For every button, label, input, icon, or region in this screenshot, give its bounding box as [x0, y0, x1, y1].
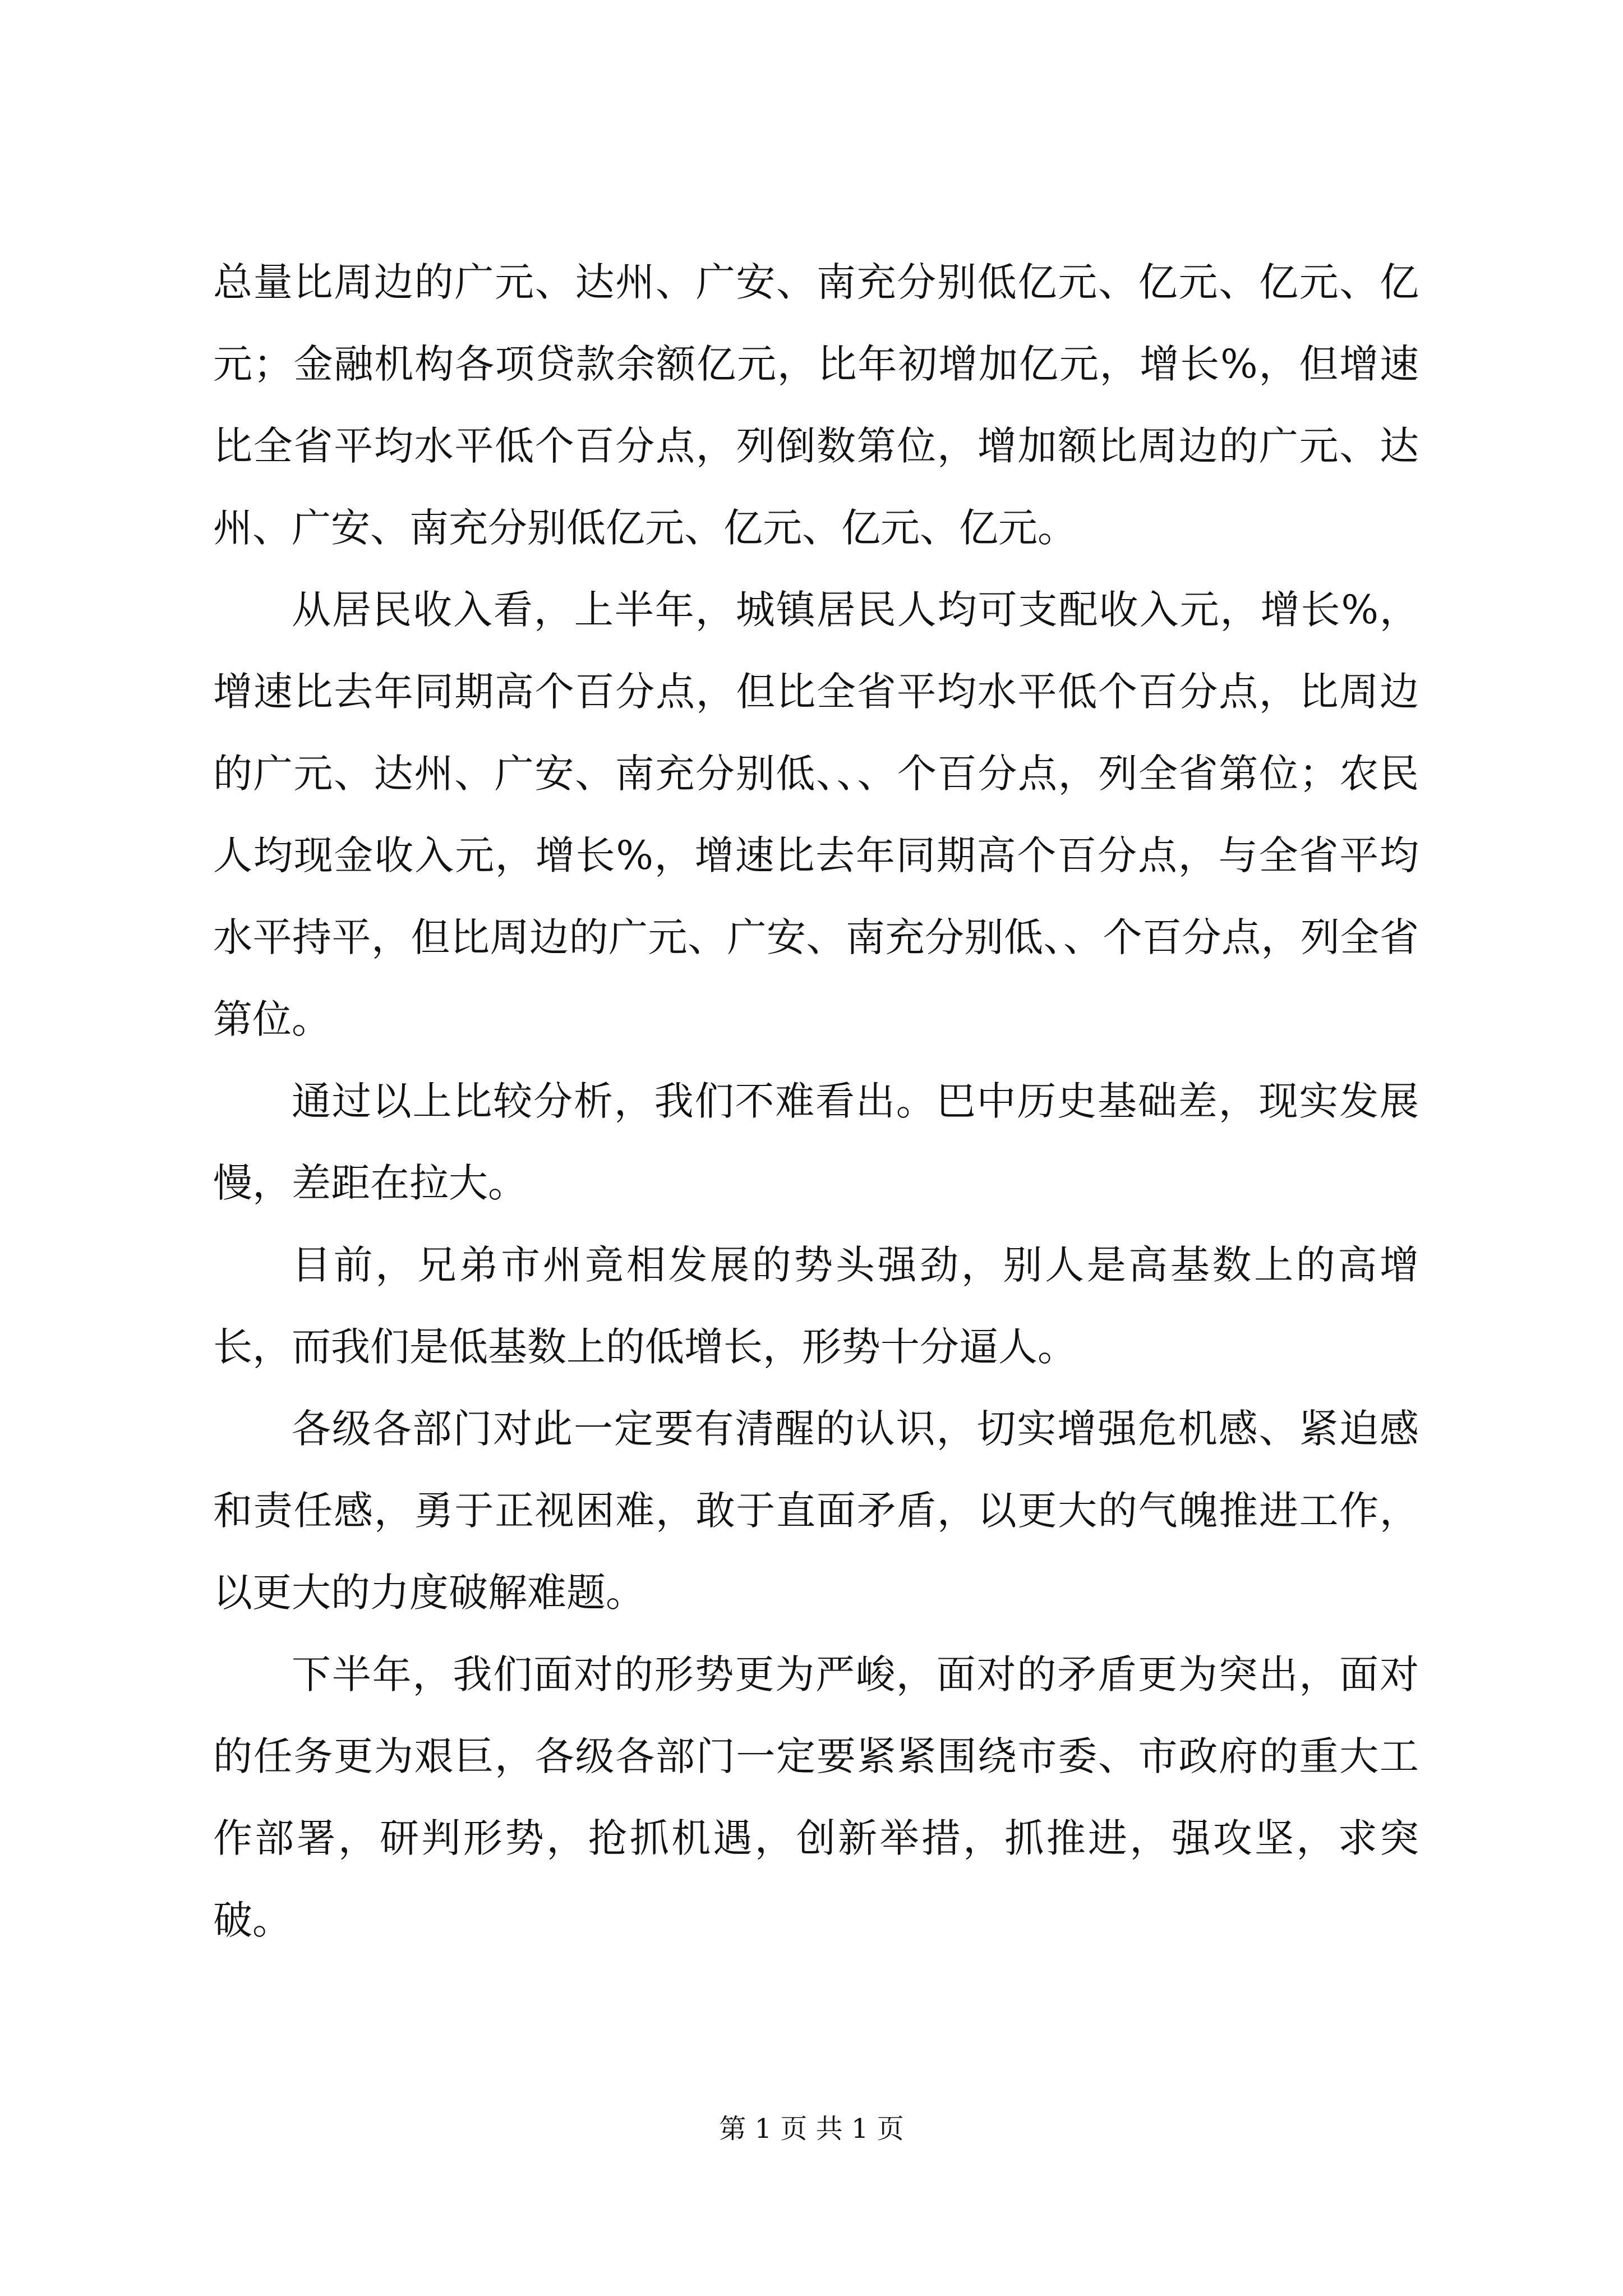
paragraph-current-situation: 目前，兄弟市州竟相发展的势头强劲，别人是高基数上的高增长，而我们是低基数上的低增长，形势十分逼人。	[213, 1242, 1419, 1370]
paragraph-awareness: 各级各部门对此一定要有清醒的认识，切实增强危机感、紧迫感和责任感，勇于正视困难，敢于直面矛盾，以更大的气魄推进工作，以更大的力度破解难题。	[213, 1406, 1419, 1616]
paragraph-second-half: 下半年，我们面对的形势更为严峻，面对的矛盾更为突出，面对的任务更为艰巨，各级各部门一定要紧紧围绕市委、市政府的重大工作部署，研判形势，抢抓机遇，创新举措，抓推进，强攻坚，求突破。	[213, 1651, 1419, 1943]
paragraph-resident-income: 从居民收入看，上半年，城镇居民人均可支配收入元，增长%，增速比去年同期高个百分点，但比全省平均水平低个百分点，比周边的广元、达州、广安、南充分别低、、、个百分点，列全省第位；农民人均现金收入元，增长%，增速比去年同期高个百分点，与全省平均水平持平，但比周边的广元、广安、南充分别低、、个百分点，列全省第位。	[213, 587, 1419, 1042]
document-body	[213, 241, 1419, 1961]
paragraph-continued: 总量比周边的广元、达州、广安、南充分别低亿元、亿元、亿元、亿元；金融机构各项贷款余额亿元，比年初增加亿元，增长%，但增速比全省平均水平低个百分点，列倒数第位，增加额比周边的广元、达州、广安、南充分别低亿元、亿元、亿元、亿元。	[213, 259, 1419, 551]
page-footer: 第 1 页 共 1 页	[719, 2113, 904, 2145]
paragraph-analysis: 通过以上比较分析，我们不难看出。巴中历史基础差，现实发展慢，差距在拉大。	[213, 1078, 1419, 1206]
